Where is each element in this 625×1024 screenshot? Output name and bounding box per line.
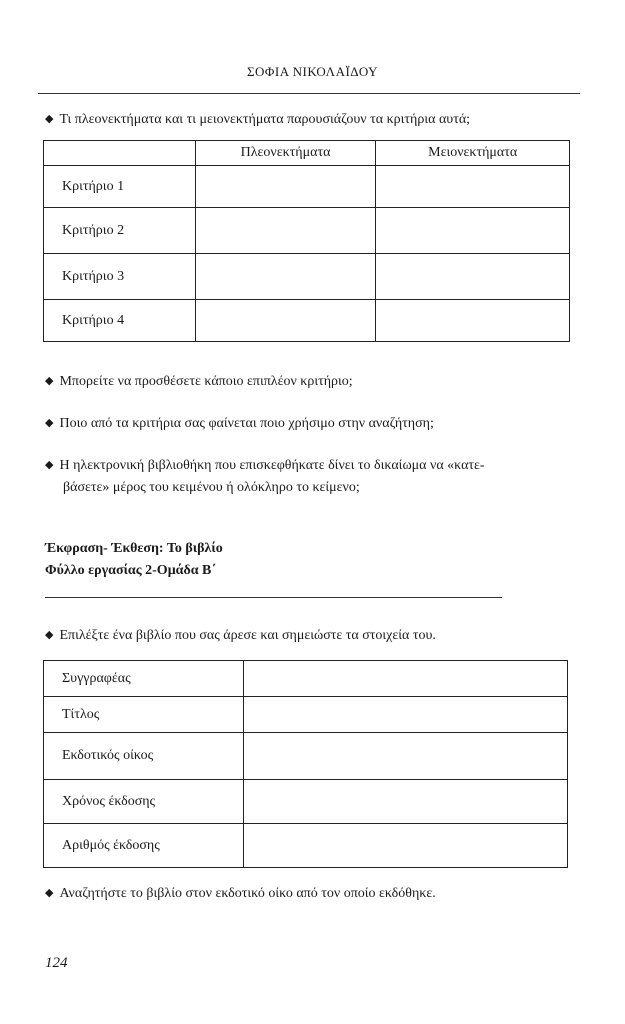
bullet-question-4 <box>45 454 485 499</box>
criteria-header-empty <box>44 141 196 166</box>
question-3-text: Ποιο από τα κριτήρια σας φαίνεται ποιο χρήσιμο στην αναζήτηση; <box>59 416 434 431</box>
criterion-1-label: Κριτήριο 1 <box>44 166 196 208</box>
criterion-2-disadvantages-cell[interactable] <box>376 208 570 254</box>
edition-number-label: Αριθμός έκδοσης <box>44 824 244 868</box>
question-5-text: Επιλέξτε ένα βιβλίο που σας άρεσε και σημειώστε τα στοιχεία του. <box>59 628 436 643</box>
diamond-bullet-icon: ◆ <box>45 629 54 641</box>
table-row <box>44 824 568 868</box>
bullet-question-2 <box>45 370 353 393</box>
criterion-4-advantages-cell[interactable] <box>195 300 376 342</box>
book-details-table <box>43 660 568 868</box>
diamond-bullet-icon: ◆ <box>45 113 54 125</box>
table-row <box>44 300 570 342</box>
author-field[interactable] <box>243 661 567 697</box>
table-row <box>44 166 570 208</box>
criterion-2-advantages-cell[interactable] <box>195 208 376 254</box>
table-row <box>44 661 568 697</box>
author-label: Συγγραφέας <box>44 661 244 697</box>
diamond-bullet-icon: ◆ <box>45 375 54 387</box>
publication-year-label: Χρόνος έκδοσης <box>44 780 244 824</box>
publication-year-field[interactable] <box>243 780 567 824</box>
worksheet-title-line2: Φύλλο εργασίας 2-Ομάδα Β΄ <box>45 563 217 578</box>
bullet-question-6 <box>45 882 436 905</box>
criterion-2-label: Κριτήριο 2 <box>44 208 196 254</box>
edition-number-field[interactable] <box>243 824 567 868</box>
question-6-text: Αναζητήστε το βιβλίο στον εκδοτικό οίκο από τον οποίο εκδόθηκε. <box>59 886 436 901</box>
criteria-header-disadvantages: Μειονεκτήματα <box>376 141 570 166</box>
question-4-text-line1: Η ηλεκτρονική βιβλιοθήκη που επισκεφθήκατε δίνει το δικαίωμα να «κατε- <box>59 458 485 473</box>
bullet-question-1 <box>45 108 470 131</box>
criterion-3-disadvantages-cell[interactable] <box>376 254 570 300</box>
worksheet-title-line1: Έκφραση- Έκθεση: Το βιβλίο <box>45 541 223 556</box>
criteria-table-header-row <box>44 141 570 166</box>
criterion-4-label: Κριτήριο 4 <box>44 300 196 342</box>
worksheet-rule <box>45 597 502 598</box>
title-field[interactable] <box>243 697 567 733</box>
criterion-1-advantages-cell[interactable] <box>195 166 376 208</box>
worksheet-title <box>45 538 223 582</box>
criterion-3-advantages-cell[interactable] <box>195 254 376 300</box>
table-row <box>44 697 568 733</box>
criteria-table <box>43 140 570 342</box>
page-number: 124 <box>45 955 68 971</box>
publisher-label: Εκδοτικός οίκος <box>44 733 244 780</box>
diamond-bullet-icon: ◆ <box>45 887 54 899</box>
diamond-bullet-icon: ◆ <box>45 417 54 429</box>
table-row <box>44 254 570 300</box>
question-2-text: Μπορείτε να προσθέσετε κάποιο επιπλέον κριτήριο; <box>59 374 353 389</box>
criterion-4-disadvantages-cell[interactable] <box>376 300 570 342</box>
bullet-question-5 <box>45 624 436 647</box>
diamond-bullet-icon: ◆ <box>45 459 54 471</box>
title-label: Τίτλος <box>44 697 244 733</box>
publisher-field[interactable] <box>243 733 567 780</box>
criteria-header-advantages: Πλεονεκτήματα <box>195 141 376 166</box>
table-row <box>44 733 568 780</box>
table-row <box>44 208 570 254</box>
question-4-text-line2: βάσετε» μέρος του κειμένου ή ολόκληρο το κείμενο; <box>63 480 360 495</box>
criterion-1-disadvantages-cell[interactable] <box>376 166 570 208</box>
table-row <box>44 780 568 824</box>
bullet-question-3 <box>45 412 434 435</box>
header-rule <box>38 93 580 94</box>
page-header: ΣΟΦΙΑ ΝΙΚΟΛΑΪΔΟΥ <box>246 64 379 79</box>
criterion-3-label: Κριτήριο 3 <box>44 254 196 300</box>
question-1-text: Τι πλεονεκτήματα και τι μειονεκτήματα παρουσιάζουν τα κριτήρια αυτά; <box>59 112 471 127</box>
